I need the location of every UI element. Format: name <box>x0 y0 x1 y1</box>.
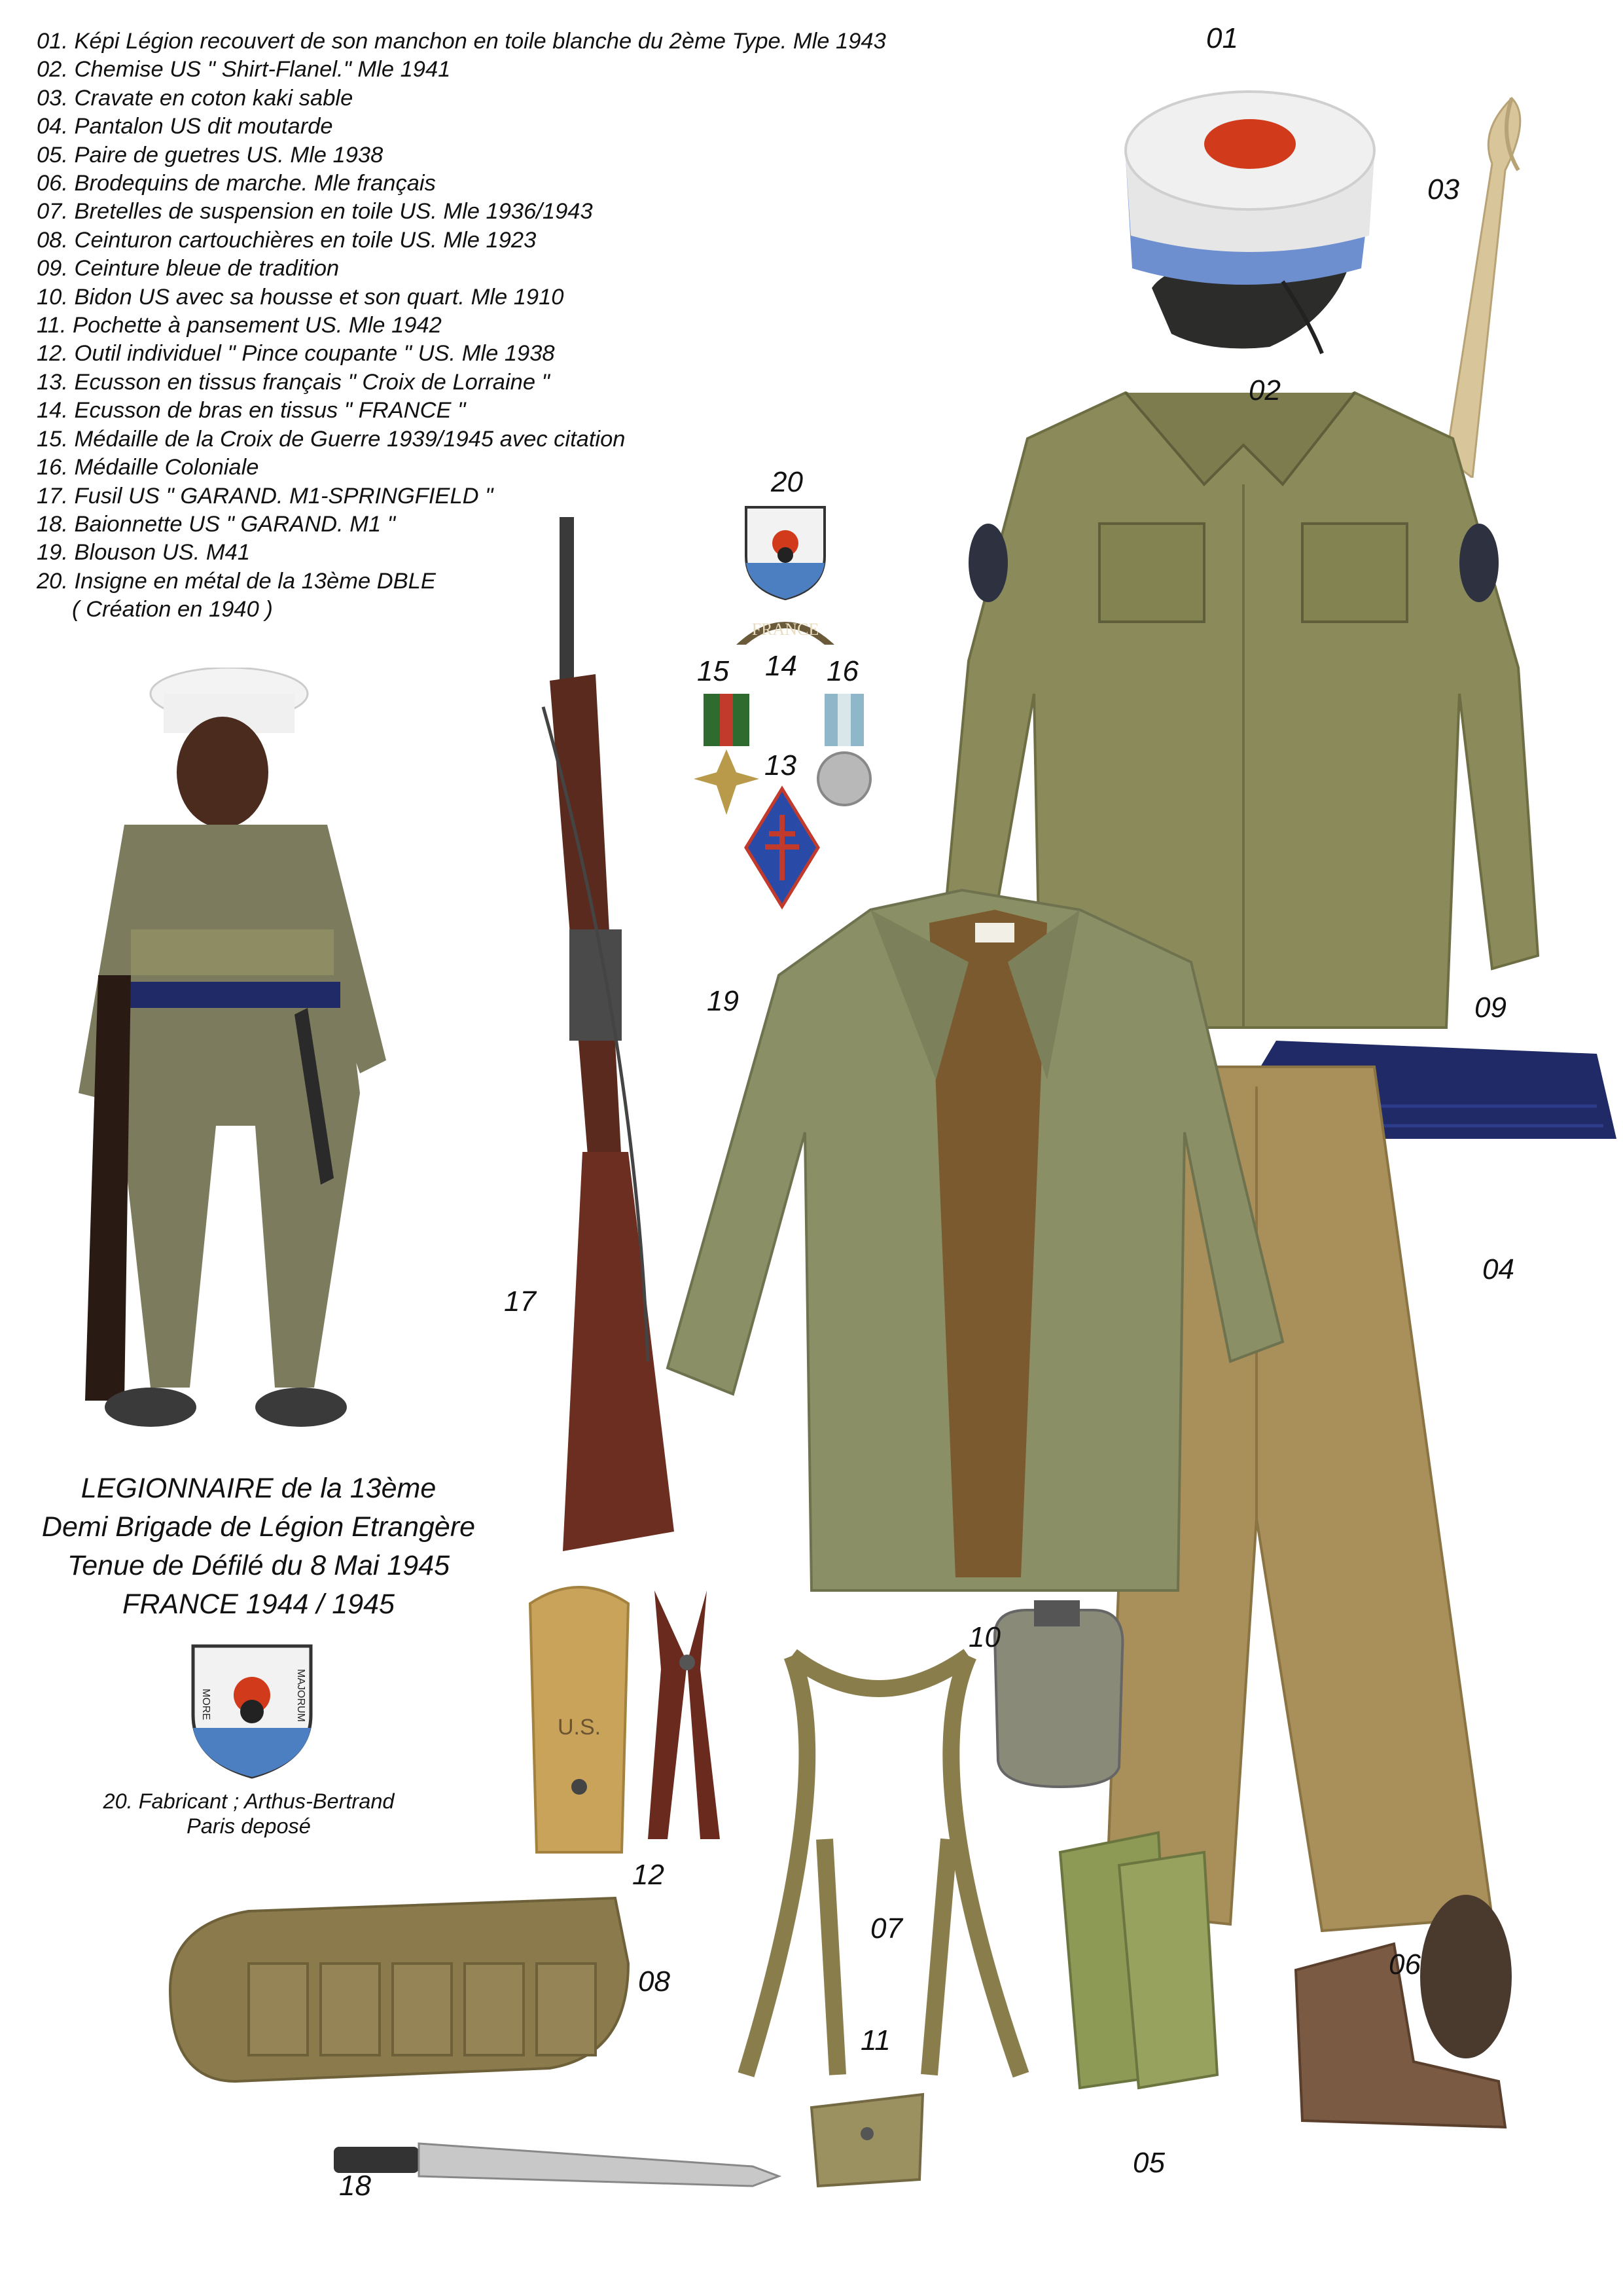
label-12: 12 <box>632 1859 664 1891</box>
legend-item: 20. Insigne en métal de la 13ème DBLE <box>37 568 436 594</box>
title-line: Demi Brigade de Légion Etrangère <box>41 1511 476 1543</box>
maker-line: 20. Fabricant ; Arthus-Bertrand <box>103 1789 395 1813</box>
label-02: 02 <box>1249 374 1281 406</box>
label-09: 09 <box>1474 992 1507 1024</box>
insignia-motto-right: MAJORUM <box>295 1669 306 1722</box>
leggings-illustration <box>1041 1826 1224 2101</box>
legend-item: 15. Médaille de la Croix de Guerre 1939/1945 avec citation <box>37 426 626 452</box>
maker-line: Paris deposé <box>187 1814 311 1838</box>
legend-item: 11. Pochette à pansement US. Mle 1942 <box>37 313 442 338</box>
insignia-motto-left: MORE <box>200 1689 211 1720</box>
legend-item: 09. Ceinture bleue de tradition <box>37 256 340 281</box>
legend-item: 12. Outil individuel " Pince coupante " US. Mle 1938 <box>37 341 555 367</box>
label-14: 14 <box>765 650 797 682</box>
cartridge-belt-illustration <box>157 1885 641 2108</box>
pliers-pouch-illustration <box>517 1577 641 1872</box>
boots-illustration <box>1283 1892 1544 2140</box>
label-16: 16 <box>827 655 859 687</box>
title-line: Tenue de Défilé du 8 Mai 1945 <box>67 1550 450 1581</box>
kepi-illustration <box>1113 72 1387 367</box>
label-18: 18 <box>339 2170 371 2202</box>
label-07: 07 <box>870 1912 902 1945</box>
suspenders-illustration <box>707 1643 1073 2088</box>
legend-item: 14. Ecusson de bras en tissus " FRANCE " <box>37 398 466 423</box>
legend-item: 06. Brodequins de marche. Mle français <box>37 171 436 196</box>
label-05: 05 <box>1133 2147 1165 2179</box>
label-17: 17 <box>504 1285 536 1318</box>
jacket-illustration <box>654 884 1296 1617</box>
legend-item: 01. Képi Légion recouvert de son manchon en toile blanche du 2ème Type. Mle 1943 <box>37 29 886 54</box>
legend-item: 07. Bretelles de suspension en toile US. Mle 1936/1943 <box>37 199 593 224</box>
label-20: 20 <box>771 466 803 498</box>
insignia-large <box>190 1643 314 1780</box>
pouch-us-text: U.S. <box>557 1715 601 1740</box>
legend-note: ( Création en 1940 ) <box>72 597 273 622</box>
insignia-small <box>743 504 828 602</box>
legend-item: 17. Fusil US " GARAND. M1-SPRINGFIELD " <box>37 483 493 509</box>
bayonet-illustration <box>327 2114 785 2212</box>
poster-title <box>0 1469 517 1624</box>
legend-item: 04. Pantalon US dit moutarde <box>37 114 333 139</box>
label-13: 13 <box>764 749 796 781</box>
label-11: 11 <box>861 2024 891 2056</box>
label-03: 03 <box>1427 173 1459 206</box>
legend-item: 19. Blouson US. M41 <box>37 540 251 565</box>
label-10: 10 <box>969 1621 1001 1653</box>
legend-item: 08. Ceinturon cartouchières en toile US. Mle 1923 <box>37 227 537 253</box>
title-line: FRANCE 1944 / 1945 <box>122 1588 395 1620</box>
label-08: 08 <box>638 1965 670 1998</box>
colonial-medal <box>815 687 874 812</box>
legend-item: 10. Bidon US avec sa housse et son quart. Mle 1910 <box>37 284 564 310</box>
legend-item: 03. Cravate en coton kaki sable <box>37 85 353 111</box>
first-aid-pouch-illustration <box>805 2081 929 2193</box>
france-patch-text: FRANCE <box>751 620 819 639</box>
label-04: 04 <box>1482 1253 1514 1285</box>
title-line: LEGIONNAIRE de la 13ème <box>80 1473 437 1504</box>
france-patch <box>733 602 838 648</box>
label-19: 19 <box>707 985 739 1017</box>
legend-item: 02. Chemise US " Shirt-Flanel." Mle 1941 <box>37 57 451 82</box>
legend-item: 05. Paire de guetres US. Mle 1938 <box>37 142 383 168</box>
legend-item: 13. Ecusson en tissus français " Croix de Lorraine " <box>37 369 550 395</box>
label-15: 15 <box>697 655 729 687</box>
legend-item: 16. Médaille Coloniale <box>37 455 259 480</box>
label-06: 06 <box>1389 1948 1421 1981</box>
label-01: 01 <box>1206 22 1238 54</box>
maker-caption <box>39 1789 458 1839</box>
soldier-figure <box>59 668 491 1453</box>
legend-item: 18. Baionnette US " GARAND. M1 " <box>37 511 395 537</box>
